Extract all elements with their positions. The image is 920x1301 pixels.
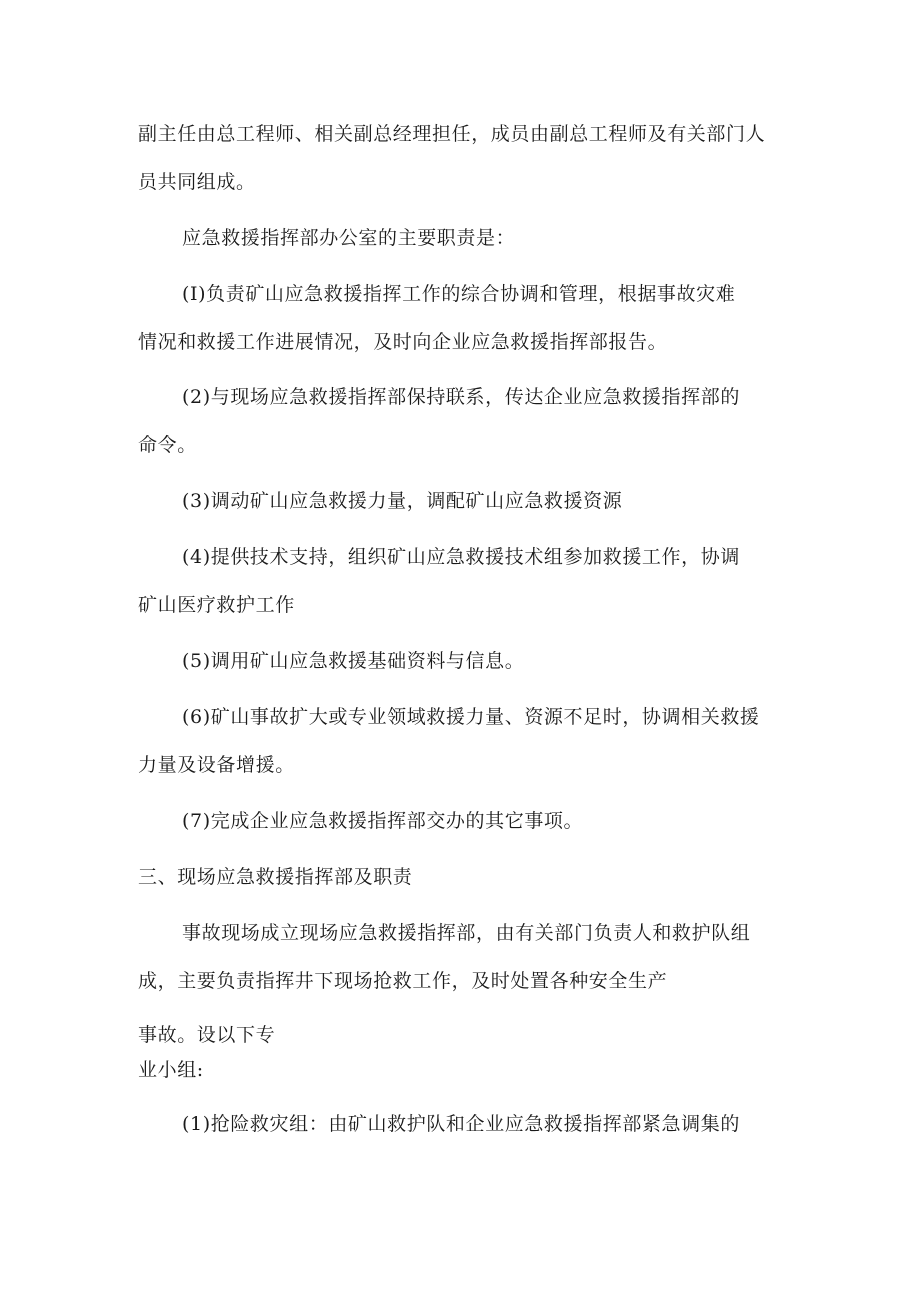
list-item-line: 力量及设备增援。 [138, 754, 295, 776]
paragraph-line: 事故现场成立现场应急救援指挥部，由有关部门负责人和救护队组 [182, 922, 751, 944]
paragraph-line: 员共同组成。 [138, 171, 256, 193]
section-heading: 三、现场应急救援指挥部及职责 [138, 866, 413, 888]
list-item-line: (I)负责矿山应急救援指挥工作的综合协调和管理，根据事故灾难 [182, 283, 736, 305]
list-item-line: 矿山医疗救护工作 [138, 594, 295, 616]
list-item-line: (3)调动矿山应急救援力量，调配矿山应急救援资源 [182, 490, 623, 512]
list-item-line: (5)调用矿山应急救援基础资料与信息。 [182, 650, 525, 672]
paragraph-line: 副主任由总工程师、相关副总经理担任，成员由副总工程师及有关部门人 [138, 123, 766, 145]
list-item-line: 情况和救援工作进展情况，及时向企业应急救援指挥部报告。 [138, 331, 668, 353]
paragraph-line: 事故。设以下专 [138, 1024, 276, 1046]
paragraph-line: 业小组: [138, 1059, 204, 1081]
list-item-line: (4)提供技术支持，组织矿山应急救援技术组参加救援工作，协调 [182, 546, 740, 568]
list-item-line: 命令。 [138, 434, 197, 456]
paragraph-line: 成，主要负责指挥井下现场抢救工作，及时处置各种安全生产 [138, 970, 668, 992]
list-item-line: (6)矿山事故扩大或专业领域救援力量、资源不足时，协调相关救援 [182, 706, 760, 728]
list-item-line: (2)与现场应急救援指挥部保持联系，传达企业应急救援指挥部的 [182, 386, 740, 408]
list-item-line: (7)完成企业应急救援指挥部交办的其它事项。 [182, 810, 584, 832]
list-item-line: (1)抢险救灾组：由矿山救护队和企业应急救援指挥部紧急调集的 [182, 1113, 740, 1135]
section-intro-line: 应急救援指挥部办公室的主要职责是： [182, 227, 516, 249]
